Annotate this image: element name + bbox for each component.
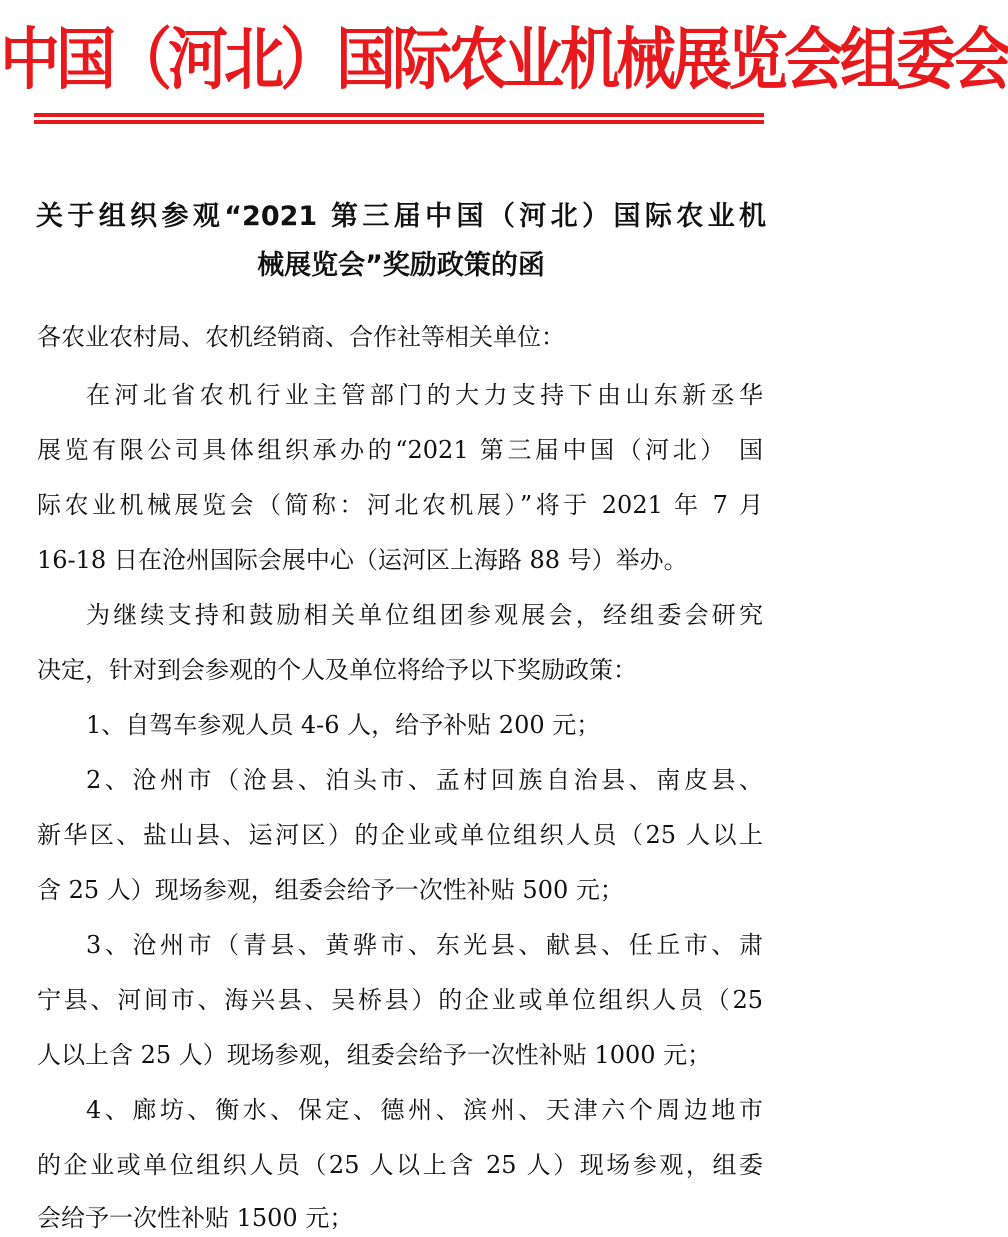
document-title-line-2: 械展览会”奖励政策的函 bbox=[257, 250, 545, 281]
paragraph1-line-4: 16-18 日在沧州国际会展中心（运河区上海路 88 号）举办。 bbox=[37, 546, 688, 574]
letterhead-rule-bottom bbox=[34, 120, 764, 124]
paragraph2-line-2: 决定，针对到会参观的个人及单位将给予以下奖励政策： bbox=[37, 656, 637, 684]
policy-item-4-line-1: 4、廊坊、衡水、保定、德州、滨州、天津六个周边地市 bbox=[86, 1096, 763, 1124]
policy-item-3-line-3: 人以上含 25 人）现场参观，组委会给予一次性补贴 1000 元； bbox=[37, 1041, 712, 1069]
salutation: 各农业农村局、农机经销商、合作社等相关单位： bbox=[37, 323, 565, 351]
paragraph1-line-2: 展览有限公司具体组织承办的“2021 第三届中国（河北） 国 bbox=[37, 436, 763, 464]
letterhead-org-name: 中国（河北）国际农业机械展览会组委会 bbox=[0, 20, 1008, 100]
document-title-line-1: 关于组织参观“2021 第三届中国（河北）国际农业机 bbox=[36, 201, 766, 232]
policy-item-1-line-1: 1、自驾车参观人员 4-6 人，给予补贴 200 元； bbox=[86, 711, 601, 739]
letterhead-rule-top bbox=[34, 113, 764, 117]
paragraph1-line-1: 在河北省农机行业主管部门的大力支持下由山东新丞华 bbox=[86, 381, 763, 409]
paragraph2-line-1: 为继续支持和鼓励相关单位组团参观展会，经组委会研究 bbox=[86, 601, 763, 629]
policy-item-3-line-2: 宁县、河间市、海兴县、吴桥县）的企业或单位组织人员（25 bbox=[37, 986, 763, 1014]
policy-item-2-line-1: 2、沧州市（沧县、泊头市、孟村回族自治县、南皮县、 bbox=[86, 766, 763, 794]
policy-item-2-line-3: 含 25 人）现场参观，组委会给予一次性补贴 500 元； bbox=[37, 876, 624, 904]
policy-item-2-line-2: 新华区、盐山县、运河区）的企业或单位组织人员（25 人以上 bbox=[37, 821, 763, 849]
policy-item-3-line-1: 3、沧州市（青县、黄骅市、东光县、献县、任丘市、肃 bbox=[86, 931, 763, 959]
paragraph1-line-3: 际农业机械展览会（简称：河北农机展）”将于 2021 年 7 月 bbox=[37, 491, 763, 519]
policy-item-4-line-2: 的企业或单位组织人员（25 人以上含 25 人）现场参观，组委 bbox=[37, 1151, 763, 1179]
policy-item-4-line-3: 会给予一次性补贴 1500 元； bbox=[37, 1204, 354, 1232]
